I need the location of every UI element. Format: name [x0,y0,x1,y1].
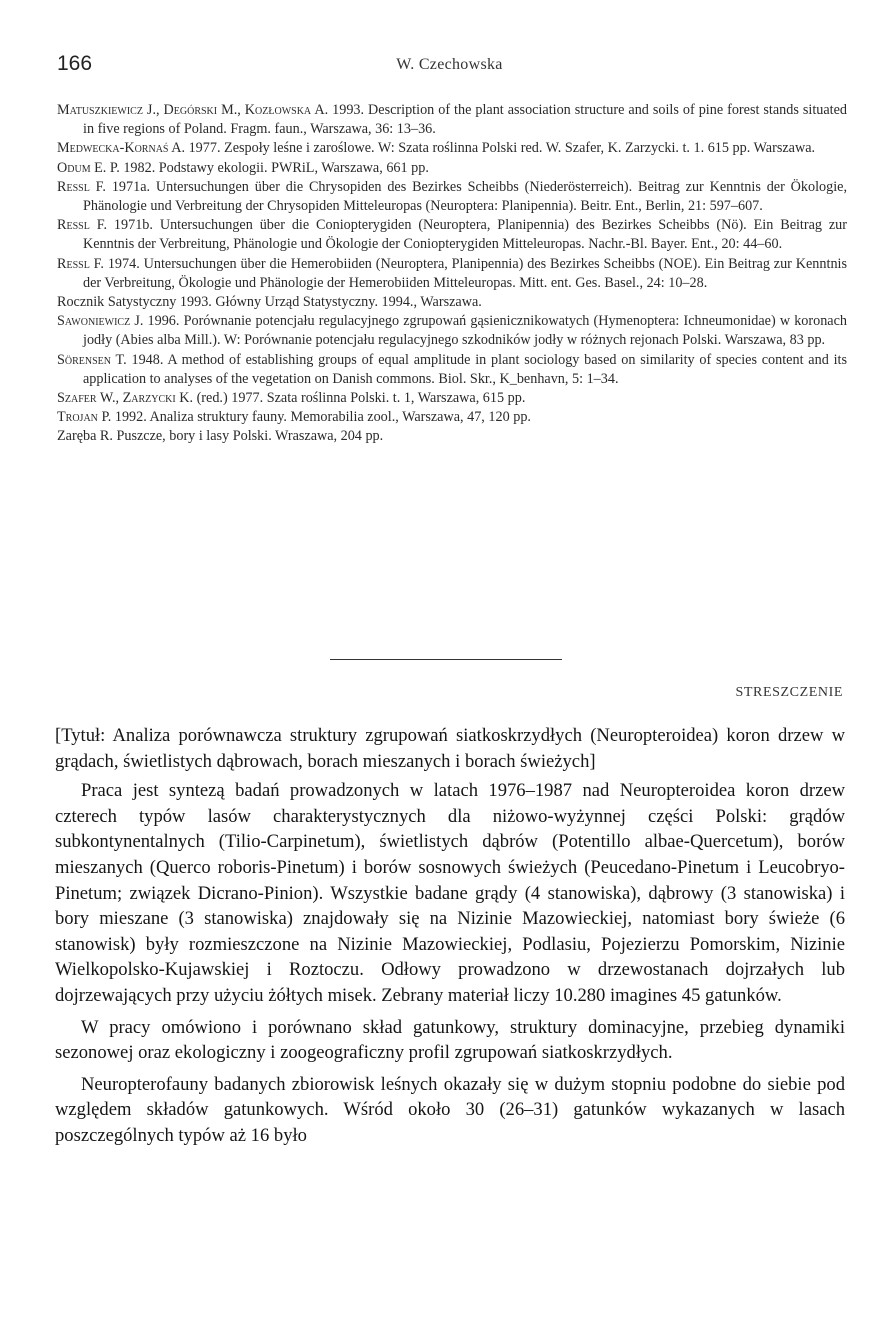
reference-list [57,101,847,447]
summary-text [55,723,845,1149]
reference-author: Sawoniewicz J. [57,313,144,330]
reference-item [57,101,847,139]
reference-author: Matuszkiewicz J., Degórski M., Kozłowska A. [57,102,329,118]
reference-author: Ressl F. [57,178,106,195]
reference-item [57,159,847,178]
reference-item [57,389,847,408]
reference-text: 1993. Description of the plant association structure and soils of pine forest stands situated in five regions of Poland. Fragm. faun., Warszawa, 36: 13–36. [83,102,847,138]
reference-text: 1996. Porównanie potencjału regulacyjnego zgrupowań gąsienicznikowatych (Hymenoptera: Ichneumonidae) w koronach jodły (Abies alba Mill.). W: Porównanie potencjału regulacyjnego szkodników jodły w różnych rejonach Polski. Warszawa, 83 pp. [83,313,847,349]
page-header [57,52,842,82]
reference-author: Sörensen T. [57,351,127,368]
reference-text: 1982. Podstawy ekologii. PWRiL, Warszawa, 661 pp. [119,159,429,176]
summary-paragraph: W pracy omówiono i porównano skład gatunkowy, struktury dominacyjne, przebieg dynamiki sezonowej oraz ekologiczny i zoogeograficzny profil zgrupowań siatkoskrzydłych. [55,1016,845,1064]
reference-item [57,216,847,254]
reference-item [57,255,847,293]
reference-text: 1992. Analiza struktury fauny. Memorabilia zool., Warszawa, 47, 120 pp. [111,409,531,426]
reference-text: Rocznik Satystyczny 1993. Główny Urząd Statystyczny. 1994., Warszawa. [57,294,482,311]
reference-item [57,178,847,216]
reference-text: 1948. A method of establishing groups of equal amplitude in plant sociology based on similarity of species content and its application to analyses of the vegetation on Danish commons. Biol. Skr., K_benhavn, 5: 1–34. [83,351,847,387]
reference-item [57,312,847,350]
reference-author: Medwecka-Kornaś A. [57,140,186,157]
reference-author: Ressl F. [57,255,104,272]
section-divider [330,659,562,660]
summary-paragraph: Praca jest syntezą badań prowadzonych w latach 1976–1987 nad Neuropteroidea koron drzew czterech typów lasów charakterystycznych dla niżowo-wyżynnej części Polski: grądów subkontynentalnych (Tilio-Carpinetum), świetlistych dąbrów (Potentillo albae-Quercetum), borów mieszanych (Querco roboris-Pinetum) i borów sosnowych świeżych (Peucedano-Pinetum i Leucobryo-Pinetum; związek Dicrano-Pinion). Wszystkie badane grądy (4 stanowiska), dąbrowy (3 stanowiska) i bory mieszane (3 stanowiska) znajdowały się na Nizinie Mazowieckiej, natomiast bory świeże (6 stanowisk) były rozmieszczone na Nizinie Mazowieckiej, Podlasiu, Pojezierzu Pomorskim, Nizinie Wielkopolsko-Kujawskiej i Roztoczu. Odłowy prowadzono w drzewostanach dojrzałych lub dojrzewających przy użyciu żółtych misek. Zebrany materiał liczy 10.280 imagines 45 gatunków. [55,780,845,1006]
reference-text: 1974. Untersuchungen über die Hemerobiiden (Neuroptera, Planipennia) des Bezirkes Scheibbs (NOE). Ein Beitrag zur Kenntnis der Verbreitung, Ökologie und Phänologie der Hemerobiiden Mitteleuropas. Mitt. ent. Ges. Basel., 24: 10–28. [83,255,847,291]
reference-author: Ressl F. [57,217,108,234]
reference-item [57,427,847,446]
reference-text: Zaręba R. Puszcze, bory i lasy Polski. Wraszawa, 204 pp. [57,428,384,445]
reference-item [57,351,847,389]
reference-item [57,408,847,427]
page-number: 166 [57,52,93,75]
reference-author: Trojan P. [57,409,112,426]
summary-paragraph: Neuropterofauny badanych zbiorowisk leśnych okazały się w dużym stopniu podobne do siebie pod względem składów gatunkowych. Wśród około 30 (26–31) gatunków wykazanych w lasach poszczególnych typów aż 16 było [55,1073,845,1146]
reference-text: 1977. Zespoły leśne i zaroślowe. W: Szata roślinna Polski red. W. Szafer, K. Zarzycki. t. 1. 615 pp. Warszawa. [185,140,816,157]
reference-author: Szafer W., Zarzycki K. [57,390,194,407]
reference-item [57,139,847,158]
reference-text: 1971a. Untersuchungen über die Chrysopiden des Bezirkes Scheibbs (Niederösterreich). Beitrag zur Kenntnis der Ökologie, Phänologie und Verbreitung der Chrysopiden Mitteleuropas (Neuroptera: Planipennia). Beitr. Ent., Berlin, 21: 597–607. [83,178,848,215]
reference-text: 1971b. Untersuchungen über die Coniopterygiden (Neuroptera, Planipennia) des Bezirkes Scheibbs (Nö). Ein Beitrag zur Kenntnis der Verbreitung, Phänologie und Ökologie der Coniopterygiden Mitteleuropas. Nachr.-Bl. Bayer. Ent., 20: 44–60. [83,217,848,253]
reference-author: Odum E. P. [57,159,120,176]
reference-text: (red.) 1977. Szata roślinna Polski. t. 1, Warszawa, 615 pp. [193,390,526,407]
summary-title-paragraph: [Tytuł: Analiza porównawcza struktury zgrupowań siatkoskrzydłych (Neuropteroidea) koron drzew w grądach, świetlistych dąbrowach, borach mieszanych i borach świeżych] [55,725,845,772]
reference-item [57,293,847,312]
running-head-author: W. Czechowska [396,56,503,73]
section-heading-streszczenie: STRESZCZENIE [735,685,843,700]
